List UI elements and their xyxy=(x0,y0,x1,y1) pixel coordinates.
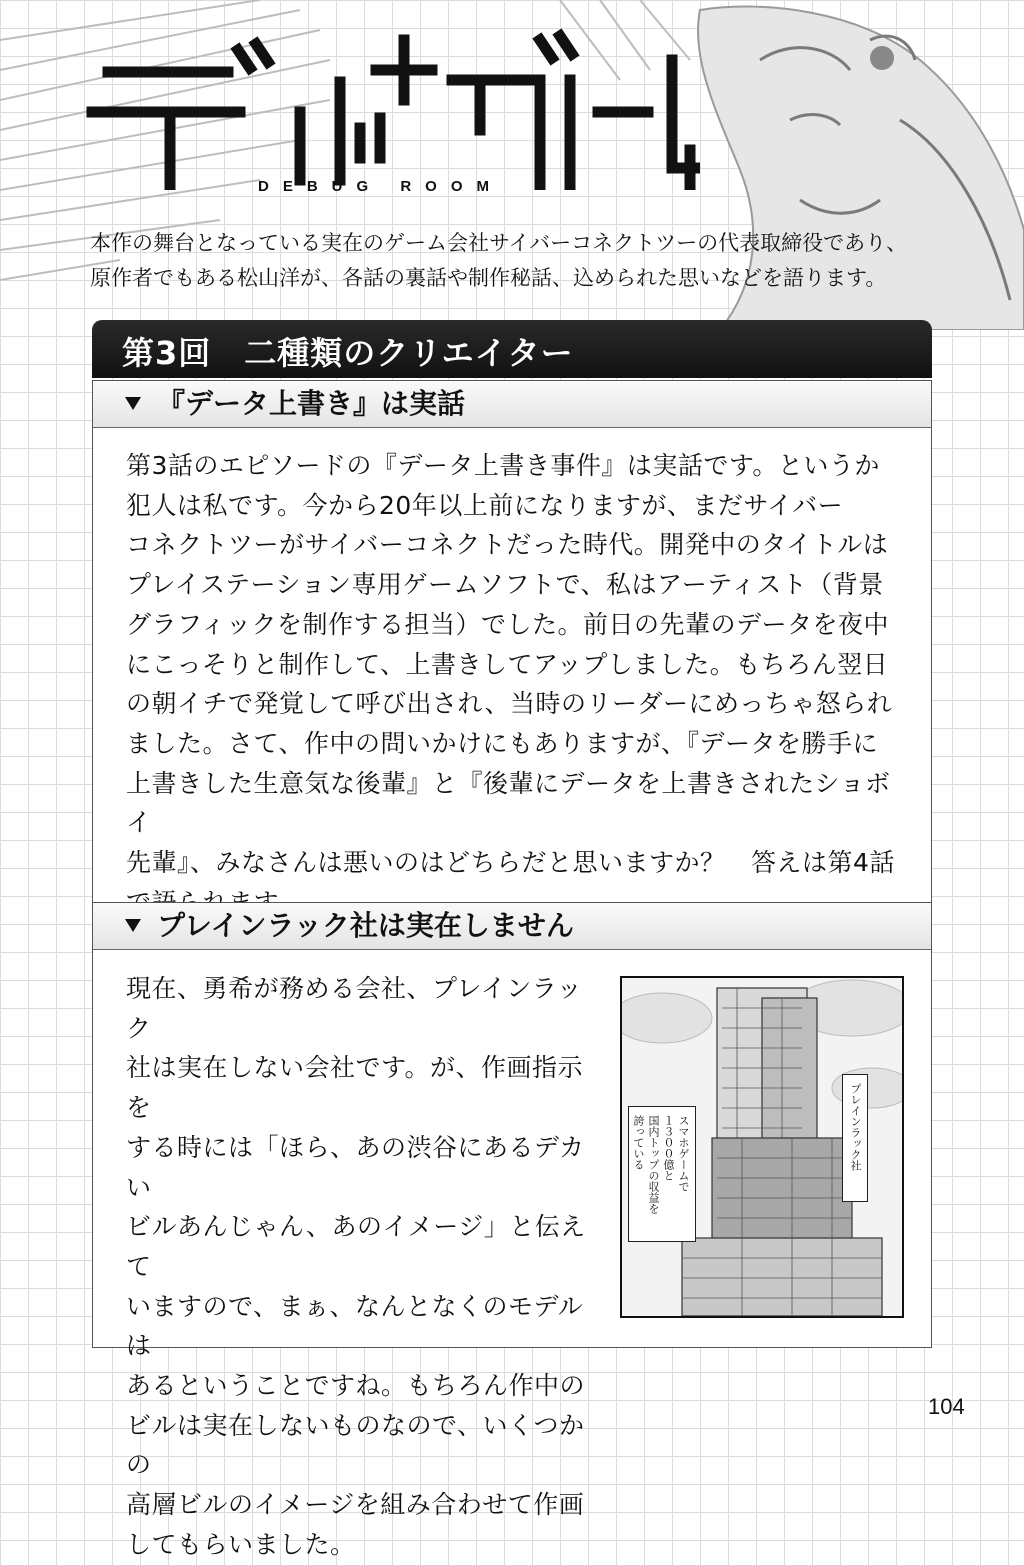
building-illustration-panel xyxy=(620,976,904,1318)
triangle-down-icon xyxy=(125,919,141,932)
balloon-line: 国内トップの収益を xyxy=(647,1115,660,1214)
section-body xyxy=(126,969,601,1565)
character-eye-icon xyxy=(870,46,894,70)
body-line: 犯人は私です。今から20年以上前になりますが、まだサイバー xyxy=(126,490,844,520)
section-data-overwrite xyxy=(92,380,932,904)
body-line: する時には「ほら、あの渋谷にあるデカい xyxy=(126,1132,585,1202)
speech-balloon-left xyxy=(628,1106,696,1242)
body-line: 上書きした生意気な後輩』と『後輩にデータを上書きされたショボイ xyxy=(126,768,891,838)
article-title-banner xyxy=(92,320,932,378)
body-line: ビルは実在しないものなので、いくつかの xyxy=(126,1410,585,1480)
body-line: してもらいました。 xyxy=(126,1529,356,1559)
balloon-line: 誇っている xyxy=(632,1115,645,1170)
logo-subtitle: DEBUG ROOM xyxy=(258,178,503,195)
section-body xyxy=(93,428,931,922)
article-title: 第3回 二種類のクリエイター xyxy=(122,334,574,372)
body-line: プレイステーション専用ゲームソフトで、私はアーティスト（背景 xyxy=(126,570,884,600)
body-line: あるということですね。もちろん作中の xyxy=(126,1371,586,1401)
body-line: ました。さて、作中の問いかけにもありますが、『データを勝手に xyxy=(126,728,879,758)
body-line: 先輩』、みなさんは悪いのはどちらだと思いますか？ 答えは第4話 xyxy=(126,848,895,878)
body-line: ビルあんじゃん、あのイメージ」と伝えて xyxy=(126,1212,586,1281)
intro-line: 原作者でもある松山洋が、各話の裏話や制作秘話、込められた思いなどを語ります。 xyxy=(90,266,887,290)
page-number: 104 xyxy=(928,1394,965,1419)
balloon-line: スマホゲームで xyxy=(677,1115,690,1192)
body-line: 高層ビルのイメージを組み合わせて作画 xyxy=(126,1490,585,1520)
debug-room-logo xyxy=(0,0,700,194)
section-heading: 『データ上書き』は実話 xyxy=(157,387,466,420)
body-line: 第3話のエピソードの『データ上書き事件』は実話です。というか xyxy=(126,451,880,480)
section-heading: プレインラック社は実在しません xyxy=(157,909,574,942)
section-heading-bar xyxy=(93,903,931,950)
intro-line: 本作の舞台となっている実在のゲーム会社サイバーコネクトツーの代表取締役であり、 xyxy=(90,231,908,255)
body-line: 現在、勇希が務める会社、プレインラック xyxy=(126,974,583,1043)
triangle-down-icon xyxy=(125,397,141,410)
body-line: コネクトツーがサイバーコネクトだった時代。開発中のタイトルは xyxy=(126,530,889,560)
logo-lettering xyxy=(0,0,700,190)
body-line: いますので、まぁ、なんとなくのモデルは xyxy=(126,1291,584,1361)
body-line: 社は実在しない会社です。が、作画指示を xyxy=(126,1053,584,1123)
section-heading-bar xyxy=(93,381,931,428)
body-line: の朝イチで発覚して呼び出され、当時のリーダーにめっちゃ怒られ xyxy=(126,689,893,719)
speech-balloon-right: プレインラック社 xyxy=(842,1074,868,1202)
intro-text xyxy=(90,226,970,296)
body-line: にこっそりと制作して、上書きしてアップしました。もちろん翌日 xyxy=(126,649,889,679)
body-line: グラフィックを制作する担当）でした。前日の先輩のデータを夜中 xyxy=(126,609,890,639)
balloon-line: １３００億と xyxy=(662,1115,675,1181)
